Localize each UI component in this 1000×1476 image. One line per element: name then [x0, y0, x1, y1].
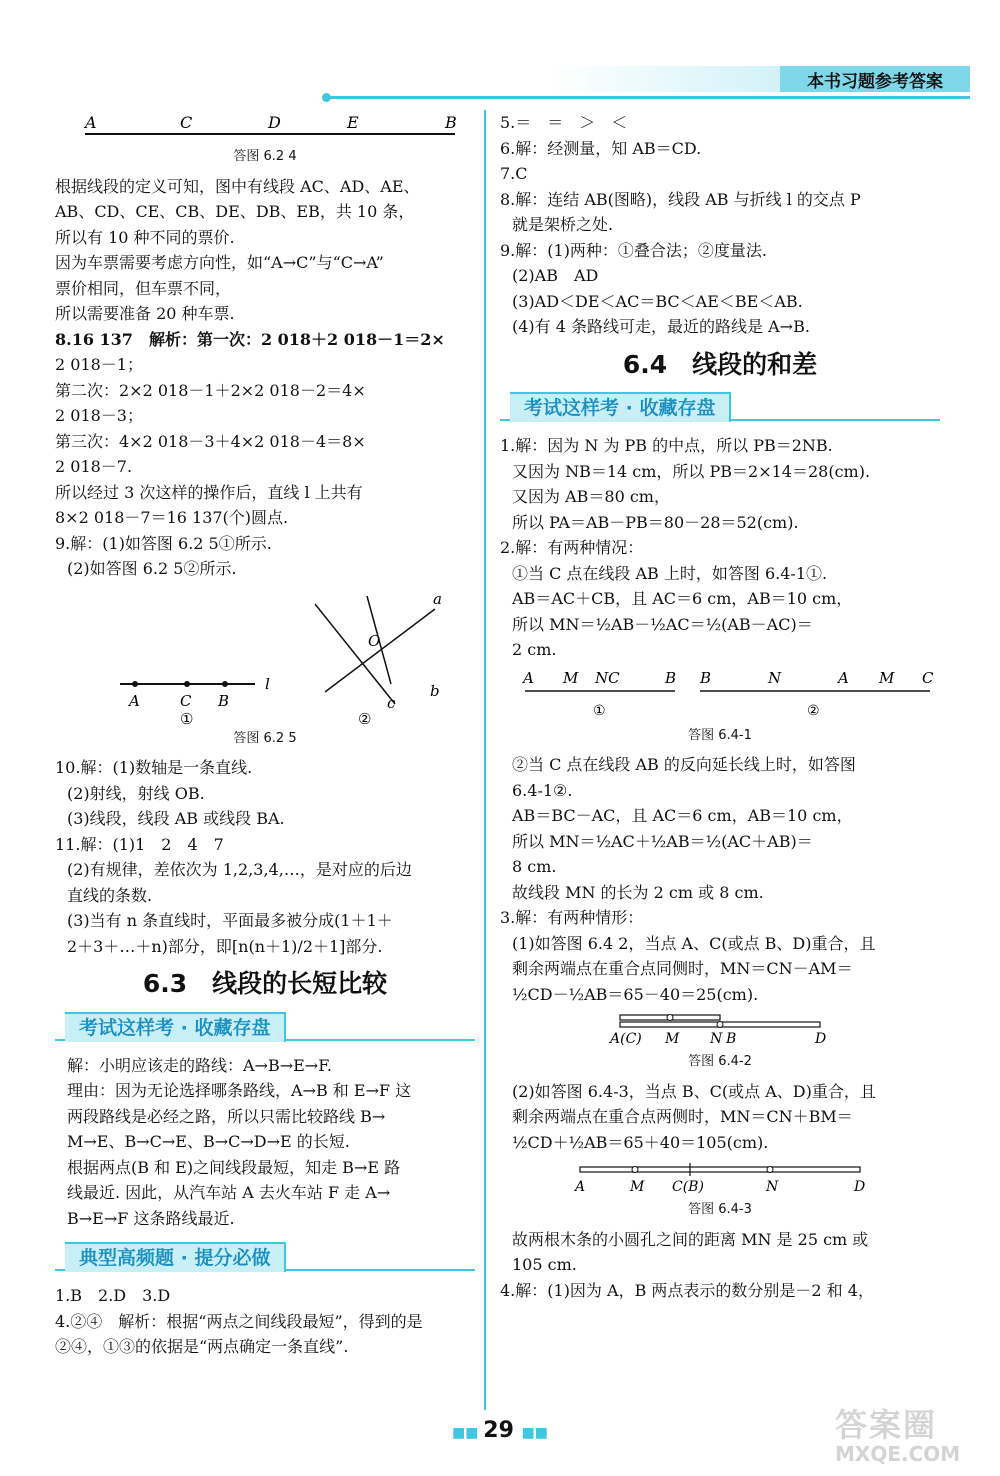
- column-divider: [484, 110, 486, 1410]
- text-line: 根据两点(B 和 E)之间线段最短，知走 B→E 路: [67, 1157, 401, 1177]
- text-line: (3)当有 n 条直线时，平面最多被分成(1＋1＋: [67, 911, 393, 930]
- text-line: ½CD＋½AB＝65＋40＝105(cm).: [512, 1132, 769, 1152]
- line-label: c: [387, 693, 396, 712]
- sub-figure-label: ①: [180, 709, 194, 724]
- point-label: B: [445, 113, 457, 132]
- question-8-line: 8.16 137 解析：第一次：2 018＋2 018－1＝2×: [55, 329, 445, 349]
- figure-6-2-5: [75, 584, 455, 724]
- point-label: A: [838, 668, 849, 687]
- hole-marker: [717, 1022, 723, 1028]
- point-label: D: [815, 1031, 827, 1047]
- text-line: 所以 MN＝½AC＋½AB＝½(AC＋AB)＝: [512, 831, 813, 851]
- line-label: l: [265, 674, 270, 693]
- line-label: b: [430, 681, 440, 700]
- text-line: AB＝BC－AC，且 AC＝6 cm，AB＝10 cm，: [512, 806, 853, 825]
- text-line: AB＝AC＋CB，且 AC＝6 cm，AB＝10 cm，: [512, 589, 853, 608]
- text-line: ②当 C 点在线段 AB 的反向延长线上时，如答图: [512, 755, 856, 774]
- watermark-text: 答案圈: [835, 1406, 938, 1444]
- text-line: 就是架桥之处.: [512, 215, 614, 234]
- text-line: 所以有 10 种不同的票价.: [55, 227, 235, 247]
- text-line: 5.＝ ＝ ＞ ＜: [500, 113, 628, 132]
- banner-label: 考试这样考 · 收藏存盘: [510, 392, 731, 422]
- text-line: 所以 MN＝½AB－½AC＝½(AB－AC)＝: [512, 614, 813, 634]
- section-banner: [55, 1009, 475, 1041]
- text-line: 票价相同，但车票不同，: [55, 278, 232, 298]
- text-line: 第三次：4×2 018－3＋4×2 018－4＝8×: [55, 431, 366, 451]
- question-1-line: 1.解：因为 N 为 PB 的中点，所以 PB＝2NB.: [500, 436, 833, 455]
- text-line: ②④，①③的依据是“两点确定一条直线”.: [55, 1337, 349, 1356]
- text-line: (3)AD＜DE＜AC＝BC＜AE＜BE＜AB.: [512, 291, 803, 311]
- text-line: 线最近. 因此，从汽车站 A 去火车站 F 走 A→: [67, 1183, 391, 1202]
- point-label: B: [218, 691, 230, 710]
- header-title: 本书习题参考答案: [780, 66, 970, 92]
- section-banner: [500, 389, 940, 421]
- question-10-line: 10.解：(1)数轴是一条直线.: [55, 758, 253, 777]
- figure-caption: 答图 6.4-2: [688, 1054, 752, 1069]
- text-line: (2)射线，射线 OB.: [67, 783, 205, 803]
- point-label: N: [710, 1031, 723, 1047]
- point-label: C: [180, 691, 192, 710]
- point-label: M: [630, 1179, 645, 1195]
- point-label: A(C): [610, 1031, 642, 1047]
- figure-6-2-4: [65, 112, 465, 142]
- point-label: C: [922, 668, 934, 687]
- text-line: 9.解：(1)两种：①叠合法；②度量法.: [500, 240, 768, 260]
- point-label: A: [129, 691, 140, 710]
- text-line: 2＋3＋…＋n)部分，即[n(n＋1)/2＋1]部分.: [67, 936, 383, 956]
- sub-figure-1: [521, 669, 676, 719]
- figure-caption: 答图 6.2 5: [233, 730, 297, 746]
- text-line: 所以经过 3 次这样的操作后，直线 l 上共有: [55, 482, 363, 502]
- text-line: 根据线段的定义可知，图中有线段 AC、AD、AE、: [55, 176, 420, 196]
- banner-label: 考试这样考 · 收藏存盘: [65, 1012, 286, 1042]
- hole-marker: [767, 1167, 773, 1173]
- text-line: (4)有 4 条路线可走，最近的路线是 A→B.: [512, 317, 810, 336]
- text-line: 因为车票需要考虑方向性，如“A→C”与“C→A”: [55, 253, 384, 272]
- figure-caption: 答图 6.4-3: [688, 1202, 752, 1217]
- text-line: ①当 C 点在线段 AB 上时，如答图 6.4-1①.: [512, 563, 828, 583]
- sub-figure-label: ①: [593, 702, 606, 719]
- text-line: 2 018－3；: [55, 406, 143, 425]
- sub-figure-label: ②: [358, 709, 372, 724]
- left-column: [55, 110, 475, 1360]
- point-label: A: [85, 113, 97, 132]
- watermark: [835, 1408, 985, 1468]
- line-figure: [120, 675, 270, 710]
- point-label: M: [879, 668, 895, 687]
- point-label: A: [523, 668, 534, 687]
- text-line: 剩余两端点在重合点两侧时，MN＝CN＋BM＝: [512, 1107, 853, 1126]
- text-line: 4.②④ 解析：根据“两点之间线段最短”，得到的是: [55, 1311, 423, 1331]
- text-line: 直线的条数.: [67, 885, 153, 905]
- point-label: M: [665, 1031, 680, 1047]
- question-2-line: 2.解：有两种情况：: [500, 538, 644, 557]
- point-label: E: [347, 113, 359, 132]
- figure-caption: 答图 6.2 4: [233, 149, 297, 164]
- figure-6-4-2: [590, 1009, 850, 1047]
- text-line: 8.解：连结 AB(图略)，线段 AB 与折线 l 的交点 P: [500, 189, 861, 209]
- page-dots-icon: ■■: [521, 1425, 549, 1441]
- text-line: 解：小明应该走的路线：A→B→E→F.: [67, 1055, 332, 1075]
- point-label: B: [726, 1031, 737, 1047]
- text-line: 故线段 MN 的长为 2 cm 或 8 cm.: [512, 882, 764, 902]
- hole-marker: [667, 1015, 673, 1021]
- header-stripe: [548, 66, 780, 92]
- crossing-lines: [315, 590, 442, 712]
- text-line: 2 018－1；: [55, 355, 143, 374]
- point-label: D: [268, 113, 281, 132]
- text-line: 105 cm.: [512, 1255, 577, 1274]
- point-label: B: [700, 668, 712, 687]
- point-label: N: [768, 668, 782, 687]
- question-9-line: 9.解：(1)如答图 6.2 5①所示.: [55, 533, 272, 553]
- point-label: A: [575, 1179, 586, 1195]
- page-dots-icon: ■■: [451, 1425, 484, 1441]
- right-column: [500, 110, 940, 1303]
- text-line: AB、CD、CE、CB、DE、DB、EB，共 10 条，: [55, 202, 415, 221]
- segment-labels: [83, 113, 457, 132]
- section-banner: [55, 1239, 475, 1271]
- header-rule: [330, 96, 970, 99]
- question-4-line: 4.解：(1)因为 A，B 两点表示的数分别是－2 和 4，: [500, 1280, 874, 1300]
- section-title: 6.3 线段的长短比较: [142, 969, 388, 998]
- text-line: 理由：因为无论选择哪条路线，A→B 和 E→F 这: [67, 1081, 412, 1100]
- page-number: 29: [483, 1418, 514, 1443]
- question-11-line: 11.解：(1)1 2 4 7: [55, 834, 224, 854]
- figure-6-4-1: [505, 665, 935, 721]
- line-label: a: [433, 589, 442, 608]
- point-label: C(B): [672, 1179, 704, 1195]
- point-label: C: [180, 113, 193, 132]
- text-line: 7.C: [500, 164, 528, 183]
- text-line: 故两根木条的小圆孔之间的距离 MN 是 25 cm 或: [512, 1229, 869, 1249]
- text-line: (2)AB AD: [512, 266, 599, 285]
- point-label: B: [665, 668, 677, 687]
- banner-label: 典型高频题 · 提分必做: [65, 1242, 286, 1272]
- point-label: NC: [595, 668, 620, 687]
- text-line: (1)如答图 6.4 2，当点 A、C(或点 B、D)重合，且: [512, 933, 876, 953]
- text-line: 2 018－7.: [55, 457, 133, 476]
- point-label: M: [563, 668, 579, 687]
- sub-figure-2: [699, 669, 934, 719]
- sub-figure-label: ②: [807, 702, 820, 719]
- figure-6-4-3: [560, 1157, 880, 1195]
- text-line: 又因为 NB＝14 cm，所以 PB＝2×14＝28(cm).: [512, 461, 871, 481]
- text-line: 所以需要准备 20 种车票.: [55, 304, 235, 323]
- text-line: (2)如答图 6.2 5②所示.: [67, 559, 237, 578]
- text-line: 又因为 AB＝80 cm，: [512, 487, 670, 506]
- text-line: B→E→F 这条路线最近.: [67, 1208, 235, 1228]
- text-line: (2)如答图 6.4-3，当点 B、C(或点 A、D)重合，且: [512, 1081, 876, 1101]
- text-line: 剩余两端点在重合点同侧时，MN＝CN－AM＝: [512, 959, 853, 978]
- text-line: (2)有规律，差依次为 1,2,3,4,…，是对应的后边: [67, 860, 412, 879]
- text-line: 6.4-1②.: [512, 780, 573, 800]
- text-line: 所以 PA＝AB－PB＝80－28＝52(cm).: [512, 512, 799, 532]
- watermark-url: MXQE.COM: [835, 1442, 961, 1466]
- text-line: 8 cm.: [512, 857, 557, 876]
- text-line: 2 cm.: [512, 640, 557, 659]
- text-line: 1.B 2.D 3.D: [55, 1286, 171, 1305]
- text-line: 6.解：经测量，知 AB＝CD.: [500, 138, 702, 158]
- text-line: (3)线段，线段 AB 或线段 BA.: [67, 809, 285, 828]
- text-line: 两段路线是必经之路，所以只需比较路线 B→: [67, 1106, 386, 1126]
- figure-caption: 答图 6.4-1: [688, 727, 752, 743]
- point-label: O: [368, 631, 381, 650]
- question-3-line: 3.解：有两种情形：: [500, 908, 644, 927]
- hole-marker: [632, 1167, 638, 1173]
- section-title: 6.4 线段的和差: [622, 349, 818, 379]
- text-line: M→E、B→C→E、B→C→D→E 的长短.: [67, 1132, 350, 1151]
- point-label: D: [854, 1179, 866, 1195]
- text-line: ½CD－½AB＝65－40＝25(cm).: [512, 984, 759, 1004]
- text-line: 第二次：2×2 018－1＋2×2 018－2＝4×: [55, 380, 366, 400]
- text-line: 8×2 018－7＝16 137(个)圆点.: [55, 508, 289, 527]
- stick: [580, 1167, 860, 1172]
- point-label: N: [766, 1179, 779, 1195]
